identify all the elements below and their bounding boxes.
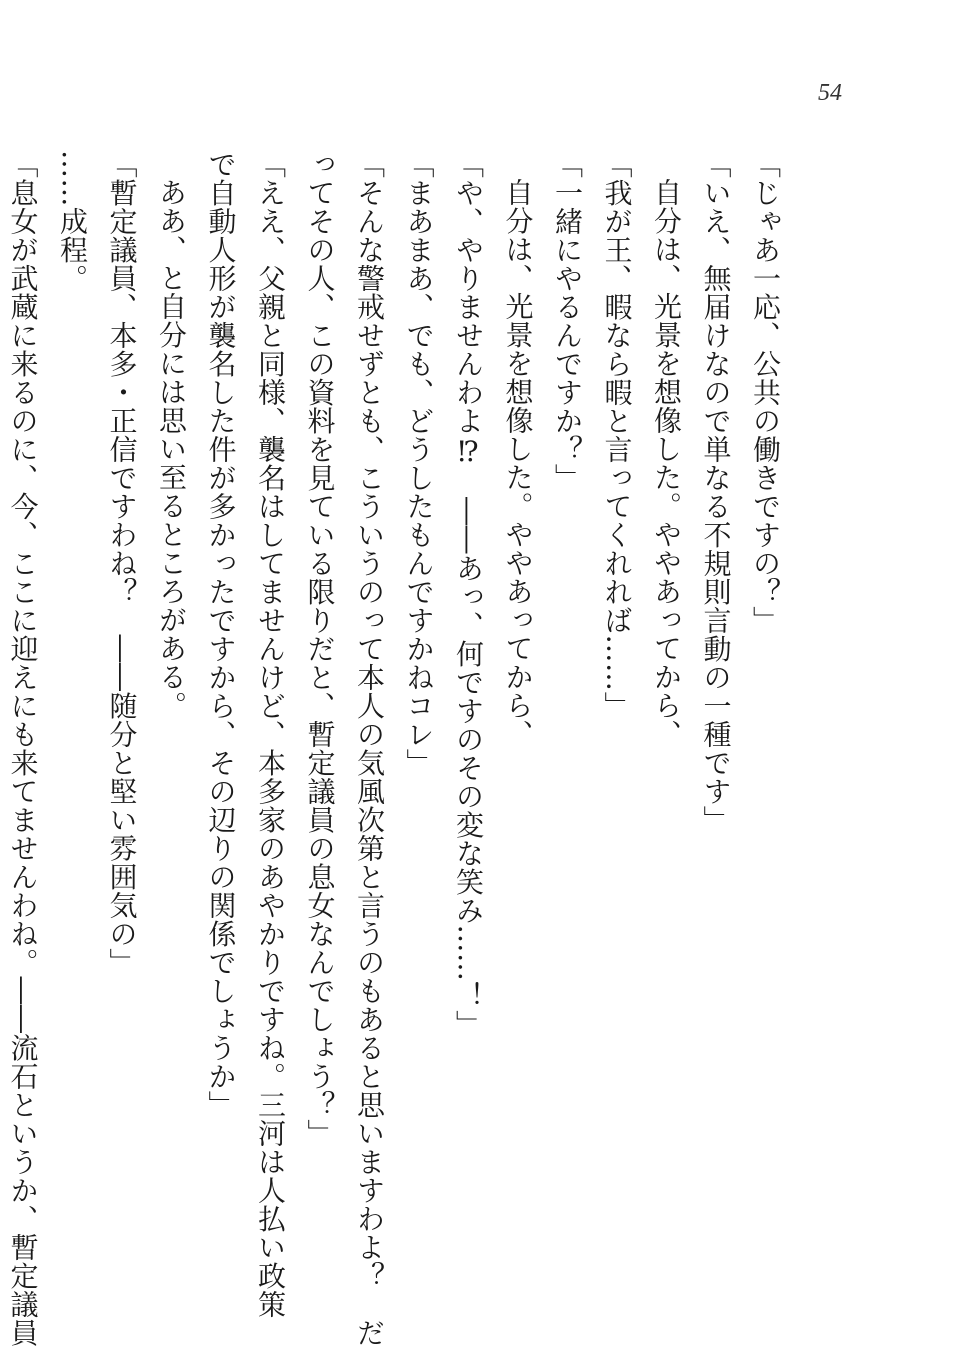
text-line: 「まあまあ、でも、どうしたもんですかねコレ」 (402, 150, 436, 777)
text-line: 「いえ、無届けなので単なる不規則言動の一種です」 (699, 150, 733, 834)
text-line: 「ええ、父親と同様、襲名はしてませんけど、本多家のあやかりですね。三河は人払い政策 (254, 150, 287, 1319)
text-line: 「そんな警戒せずとも、こういうのって本人の気風次第と言うのもあると思いますわよ？ だ (353, 150, 386, 1347)
text-line: 「我が王、暇なら暇と言ってくれれば……」 (600, 150, 634, 720)
text-line: 自分は、光景を想像した。ややあってから、 (501, 178, 535, 748)
text-line: ああ、と自分には思い至るところがある。 (155, 178, 188, 720)
text-line: ……成程。 (56, 150, 89, 293)
text-line: 「息女が武蔵に来るのに、今、ここに迎えにも来てませんわね。――流石というか、暫定議員 (6, 150, 40, 1347)
text-line: 「じゃあ一応、公共の働きですの？」 (749, 150, 782, 635)
text-line: 「暫定議員、本多・正信ですわね？ ――随分と堅い雰囲気の」 (105, 150, 139, 977)
text-line: ってその人、この資料を見ている限りだと、暫定議員の息女なんでしょう？」 (303, 150, 337, 1148)
text-line: 「一緒にやるんですか？」 (551, 150, 584, 492)
vertical-text-body (0, 150, 790, 1347)
text-line: 自分は、光景を想像した。ややあってから、 (650, 178, 683, 748)
page-number: 54 (818, 80, 842, 106)
text-line: で自動人形が襲名した件が多かったですから、その辺りの関係でしょうか」 (204, 150, 238, 1119)
text-line: 「や、やりませんわよ⁉ ――あっ、何ですのその変な笑み……！」 (452, 150, 485, 1039)
